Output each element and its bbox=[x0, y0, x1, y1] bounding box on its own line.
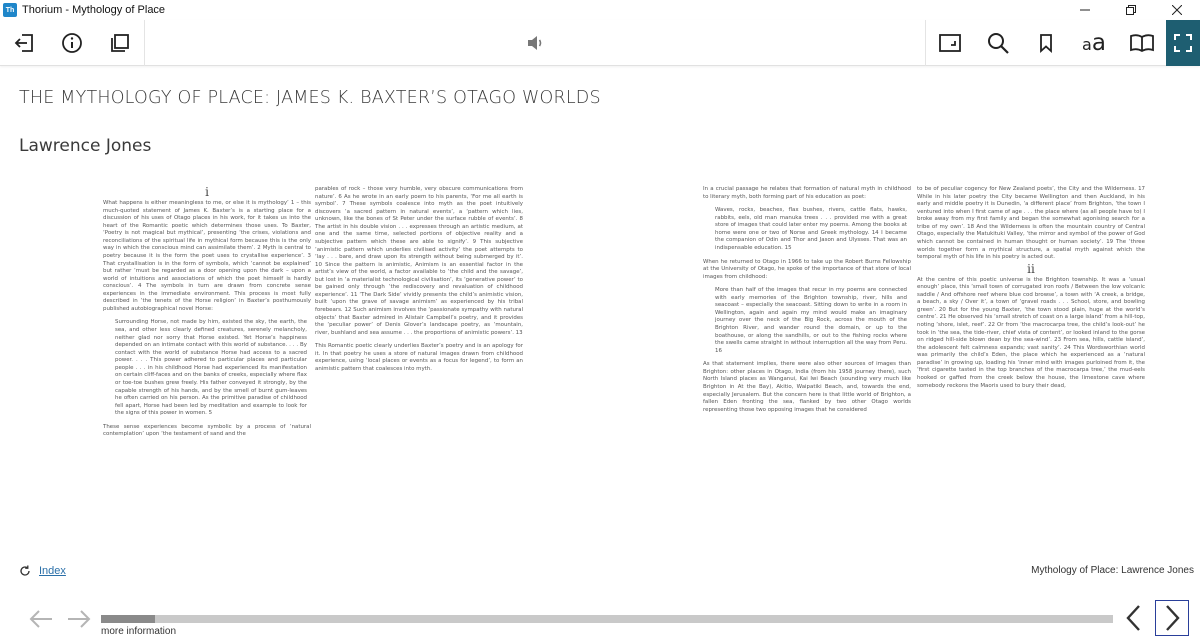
book-author: Lawrence Jones bbox=[19, 136, 152, 156]
page-right-column-1 bbox=[703, 186, 911, 414]
thorium-app-icon: Th bbox=[3, 3, 17, 17]
screen-layout-icon bbox=[938, 32, 962, 54]
page-left bbox=[103, 186, 525, 542]
paragraph: In a crucial passage he relates that formation of natural myth in childhood to literary myth, both forming part of his education as poet: bbox=[703, 186, 911, 200]
bookmark-icon bbox=[1035, 32, 1057, 54]
paragraph: As that statement implies, there were also other sources of images than Brighton: other places in Otago, India (from his 1958 journey there), such North Island places as Wanganui, Kai Iwi Beach (sounding very much like Brighton in At the Bay), Akitio, Waipatiki Beach, and, towards the end, especially Jerusalem. But the concern here is that little world of Brighton, a fallen Eden fronting the sea, flanked by two other Otago worlds representing those two opposing images that he considered bbox=[703, 361, 911, 413]
reading-progress-fill bbox=[101, 615, 155, 623]
window-titlebar bbox=[0, 0, 1200, 20]
table-of-contents-button[interactable] bbox=[96, 20, 144, 66]
section-number: i bbox=[205, 186, 209, 199]
reading-mode-button[interactable] bbox=[1118, 20, 1166, 66]
history-forward-button[interactable] bbox=[64, 604, 94, 634]
paragraph: These sense experiences become symbolic by a process of ‘natural contemplation’ upon ‘the testament of sand and the bbox=[103, 423, 311, 438]
info-icon bbox=[61, 32, 83, 54]
search-icon bbox=[986, 31, 1010, 55]
close-icon[interactable] bbox=[1154, 0, 1200, 20]
back-to-library-icon bbox=[13, 32, 35, 54]
read-aloud-speaker-icon bbox=[524, 32, 546, 54]
index-nav bbox=[19, 565, 66, 577]
table-of-contents-icon bbox=[109, 32, 131, 54]
info-button[interactable] bbox=[48, 20, 96, 66]
block-quote: Waves, rocks, beaches, flax bushes, rivers, cattle flats, hawks, rabbits, eels, old man manuka trees . . . provided me with a great store of images that could later enter my poems. Among the books at home were one or two of Norse and Greek mythology. 14 I became the companion of Odin and Thor and Jason and Ulysses. That was an indispensable education. 15 bbox=[715, 207, 907, 251]
minimize-icon[interactable] bbox=[1062, 0, 1108, 20]
reader-toolbar bbox=[0, 20, 1200, 66]
screen-layout-button[interactable] bbox=[926, 20, 974, 66]
reading-progress-bar[interactable] bbox=[101, 615, 1113, 623]
page-right bbox=[703, 186, 1149, 542]
section-number: ii bbox=[1027, 261, 1035, 276]
paragraph: This Romantic poetic clearly underlies Baxter’s poetry and is an apology for it. In that poetry he uses a store of natural images drawn from childhood experience, using ‘local places or events as a focus for legend’, to form an animistic pattern that coalesces into myth. bbox=[315, 343, 523, 372]
page-left-column-1 bbox=[103, 186, 311, 439]
paragraph: parables of rock – those very humble, very obscure communications from nature’. 6 As he wrote in an early poem to his parents, ‘For me all earth is symbol’. 7 These symbols coalesce into myth as the poet intuitively discovers ‘a sacred pattern in natural events’, a ‘pattern which lies, unknown, like the bones of St Peter under the surface rubble of events’. 8 The artist in his double vision . . . expresses through an artistic medium, at one and the same time, selected portions of objective reality and a subjective pattern which these are able to signify’. 9 This subjective ‘animistic pattern which underlies civilised activity’ the poet attempts to ‘lay . . . bare, and draw upon its strength without being submerged by it’. 10 Since the pattern is animistic, Animism is an essential factor in the artist’s view of the world, a factor available to ‘the child and the savage’, but lost in ‘a materialist technological civilisation’, its ‘generative power’ to be gained only through ‘the rediscovery and revaluation of childhood experience’. 11 ‘The Dark Side’ vividly presents the child’s animistic vision, built ‘upon the grave of savage animism’ as experienced by his tribal forebears. 12 Such animism involves the ‘passionate sympathy with natural objects’ that Baxter admired in Alistair Campbell’s poetry, and it provides the ‘peculiar power’ of Denis Glover’s landscape poetry, as ‘mountain, river, bushland and sea assume . . . the proportions of animistic powers’. 13 bbox=[315, 186, 523, 336]
paragraph: When he returned to Otago in 1966 to take up the Robert Burns Fellowship at the University of Otago, he spoke of the importance of that store of local images from childhood: bbox=[703, 258, 911, 280]
chevron-left-icon bbox=[1125, 604, 1143, 632]
paragraph: to be of peculiar cogency for New Zealand poets’, the City and the Wilderness. 17 While in his later poetry the City became Wellington and then Auckland, in his early and middle poetry it is Dunedin, ‘a different place’ from Brighton, ‘the town I ventured into when I first came of age . . . the place where (as all people have to) I broke away from my first family and began the somewhat agonising search for a tribe of my own’. 18 And the Wilderness is often the mountain country of Central Otago, especially the Matukituki Valley, ‘the mirror and symbol of the power of God which cannot be contained in human thought or human society’. 19 The ‘three worlds together form a mythical structure, a spatial myth against which the temporal myth of his life in his poetry is acted out. bbox=[917, 186, 1145, 261]
text-size-icon: aa bbox=[1082, 29, 1106, 56]
search-button[interactable] bbox=[974, 20, 1022, 66]
index-link[interactable]: Index bbox=[39, 565, 66, 577]
next-page-button[interactable] bbox=[1155, 600, 1189, 636]
page-right-column-2 bbox=[917, 186, 1145, 390]
previous-page-button[interactable] bbox=[1117, 600, 1151, 636]
arrow-right-icon bbox=[66, 609, 92, 629]
paragraph: At the centre of this poetic universe is the Brighton township. It was a ‘usual enough’ place, this ‘small town of corrugated iron roofs / Between the low volcanic saddle / And offshore reef where blue cod browse’, a town with ‘A creek, a bridge, a beach, a sky / Over it’, a town of ‘gravel roads . . . School, store, and bowling green’. 20 But for the young Baxter, ‘the town stood plain, huge at the world’s centre’. 21 He observed his ‘small stretch of coast on a large island’ from a hill-top, noting ‘shore, islet, reef’. 22 Or from ‘the macrocarpa tree, the child’s look-out’ he took in ‘the sea, the tide-river, chief vista of content’, or looked inland to the gorse on ridged hill-side blown dean by the sea-wind’. 23 From sea, hills, cattle island’, the adolescent felt calmness expands; vast sanity’. 24 This Wordsworthian world was primarily the child’s Eden, the place which he experienced as a ‘natural paradise’ in growing up, loading his ‘inner mind with images purloined from it, the ‘first cigarette tasted in the top branches of the macrocarpa tree,’ the mud-eels hooked or gaffed from the creek below the house, the limestone cave where somebody reckons the Maoris used to bury their dead, bbox=[917, 276, 1145, 389]
refresh-icon bbox=[19, 565, 31, 577]
fullscreen-icon bbox=[1174, 34, 1192, 52]
fullscreen-button[interactable] bbox=[1166, 20, 1200, 66]
window-title: Thorium - Mythology of Place bbox=[22, 4, 166, 16]
more-information-label[interactable]: more information bbox=[101, 626, 177, 637]
bookmark-button[interactable] bbox=[1022, 20, 1070, 66]
history-back-button[interactable] bbox=[26, 604, 56, 634]
text-size-button[interactable] bbox=[1070, 20, 1118, 66]
arrow-left-icon bbox=[28, 609, 54, 629]
page-left-column-2 bbox=[315, 186, 523, 374]
back-to-library-button[interactable] bbox=[0, 20, 48, 66]
chevron-right-icon bbox=[1163, 604, 1181, 632]
window-controls bbox=[1062, 0, 1200, 20]
read-aloud-button[interactable] bbox=[511, 20, 559, 66]
reading-mode-icon bbox=[1129, 32, 1155, 54]
restore-icon[interactable] bbox=[1108, 0, 1154, 20]
toolbar-divider bbox=[144, 20, 145, 66]
running-head: Mythology of Place: Lawrence Jones bbox=[1031, 565, 1194, 576]
block-quote: Surrounding Horse, not made by him, existed the sky, the earth, the sea, and other less clearly defined creatures, serenely melancholy, neither glad nor sorry that Horse existed. Yet Horse’s happiness depended on an intimate contact with this world of substance. . . . By contact with the world of substance Horse had access to a sacred power. . . . This power adhered to particular places and particular people . . . in his childhood Horse had experienced its manifestation on certain cliff-faces and on the banks of creeks, especially where flax or toe-toe bushes grew freely. His father conveyed it strongly, by the capable strength of his hands, and by the smell of burnt gum-leaves he often carried on his person. As the primitive paradise of childhood fell apart, Horse had been led by meditation and example to look for the signs of this power in women. 5 bbox=[115, 319, 307, 417]
paragraph: What happens is either meaningless to me, or else it is mythology’ 1 – this much-quoted statement of James K. Baxter’s is a starting place for a discussion of his uses of Otago places in his work, for it takes us into the heart of the Romantic poetic which determines those uses. To Baxter, ‘Poetry is not magical but mythical’, presenting ‘the crises, violations and reconciliations of the spiritual life in mythical form because this is the only way in which the conscious mind can assimilate them’. 2 Myth is central to poetry because it is the form the poet uses to crystallise experience’. 3 That crystallisation is in the form of symbols, which ‘cannot be explained’ but rather ‘must be regarded as a door opening upon the dark – upon a world of intuitions and associations of which the poet himself is hardly conscious’. 4 The symbols in turn are drawn from concrete sense experiences in the immediate environment. This process is most fully described in ‘the tenets of the Horse religion’ in Baxter’s posthumously published autobiographical novel Horse: bbox=[103, 200, 311, 312]
book-title: THE MYTHOLOGY OF PLACE: JAMES K. BAXTER’S OTAGO WORLDS bbox=[19, 88, 601, 108]
block-quote: More than half of the images that recur in my poems are connected with early memories of the Brighton township, river, hills and seacoast – especially the seacoast. Sitting down to write in a room in Wellington, again and again my mind would make an imaginary journey over the neck of the Big Rock, across the mouth of the Brighton River, and wander round the domain, or up to the boathouse, or along the sandhills, or out to the fishing rocks where the swells came straight in without interruption all the way from Peru. 16 bbox=[715, 287, 907, 354]
